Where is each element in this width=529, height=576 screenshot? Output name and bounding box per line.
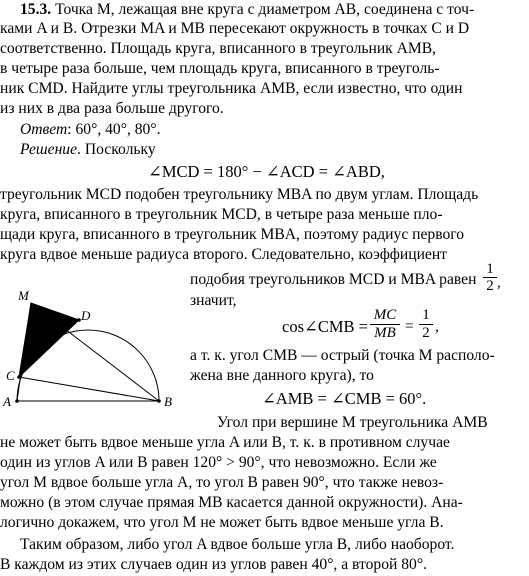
solution-p1-line-2: круга, вписанного в треугольник MCD, в четыре раза меньше пло-: [0, 206, 443, 223]
problem-line-4: в четыре раза больше, чем площадь круга, вписанного в треуголь-: [0, 60, 440, 77]
geometry-figure: [0, 280, 190, 410]
equation-2-left: cos∠CMB =: [282, 317, 368, 336]
label-m: M: [18, 288, 29, 303]
problem-line-1: [20, 1, 474, 19]
solution-p1-line-1: треугольник MCD подобен треугольнику MBA по двум углам. Площадь: [0, 186, 479, 203]
fraction-half-2-num: 1: [422, 307, 430, 323]
point-a: [15, 399, 19, 403]
solution-p3-line-2: жена вне данного круга), то: [190, 367, 374, 384]
point-c: [17, 375, 21, 379]
problem-line-3: соответственно. Площадь круга, вписанного в треугольник AMB,: [0, 40, 437, 57]
answer-label: Ответ: [20, 121, 68, 138]
fraction-mb: MB: [370, 324, 400, 342]
solution-p4-line-3: один из углов A или B равен 120° > 90°, что невозможно. Если же: [0, 454, 437, 471]
solution-p2-line-2: значит,: [190, 292, 237, 309]
equation-3: ∠AMB = ∠CMB = 60°.: [262, 389, 427, 408]
solution-p2-line: подобия треугольников MCD и MBA равен: [190, 271, 477, 288]
fraction-mc: MC: [373, 307, 397, 323]
point-b: [157, 399, 161, 403]
fraction-half: [483, 261, 497, 294]
solution-p3-line-1: а т. к. угол CMB — острый (точка M располо-: [190, 347, 495, 364]
answer-text: : 60°, 40°, 80°.: [67, 121, 161, 138]
fraction-mc-mb: [370, 307, 400, 342]
fraction-half-num: 1: [486, 261, 494, 277]
label-d: D: [81, 308, 91, 323]
equation-2-comma: ,: [435, 318, 439, 335]
solution-label: Решение: [20, 141, 78, 158]
fraction-half-2: [419, 307, 433, 342]
solution-intro-text: . Поскольку: [77, 141, 156, 158]
solution-p1-line-4: круга вдвое меньше радиуса второго. Следовательно, коэффициент: [0, 246, 448, 263]
solution-p4-line-2: не может быть вдвое меньше угла A или B, т. к. в противном случае: [0, 434, 450, 451]
problem-line-6: из них в два раза больше другого.: [0, 100, 224, 117]
problem-line-5: ник CMD. Найдите углы треугольника AMB, если известно, что один: [0, 80, 463, 97]
label-a: A: [3, 394, 11, 409]
solution-p4-line-1: Угол при вершине M треугольника AMB: [217, 414, 488, 431]
solution-p4-line-4: угол M вдвое больше угла A, то угол B равен 90°, что также невоз-: [0, 474, 444, 491]
solution-p4-line-6: логично докажем, что угол M не может быть вдвое меньше угла B.: [0, 514, 444, 531]
equation-1: ∠MCD = 180° − ∠ACD = ∠ABD,: [148, 162, 385, 181]
equation-2-equals: =: [405, 318, 414, 335]
label-b: B: [164, 394, 172, 409]
problem-number: 15.3.: [20, 1, 52, 18]
solution-p5-line-2: В каждом из этих случаев один из углов равен 40°, а второй 80°.: [0, 556, 427, 573]
solution-p5-line-1: Таким образом, либо угол A вдвое больше угла B, либо наоборот.: [20, 536, 455, 553]
problem-text: Точка M, лежащая вне круга с диаметром AB, соединена с точ-: [55, 1, 475, 18]
solution-p4-line-5: можно (в этом случае прямая MB касается данной окружности). Ана-: [0, 494, 463, 511]
triangle-mcd: [19, 303, 79, 377]
problem-line-2: ками A и B. Отрезки MA и MB пересекают окружность в точках C и D: [0, 20, 470, 37]
label-c: C: [6, 368, 15, 383]
answer: [20, 121, 161, 139]
solution-intro: [20, 141, 156, 159]
fraction-half-2-den: 2: [419, 324, 433, 342]
fraction-half-den: 2: [483, 277, 497, 294]
segment-cb: [19, 377, 159, 401]
solution-p1-line-3: щади круга, вписанного в треугольник MBA, поэтому радиус первого: [0, 226, 465, 243]
